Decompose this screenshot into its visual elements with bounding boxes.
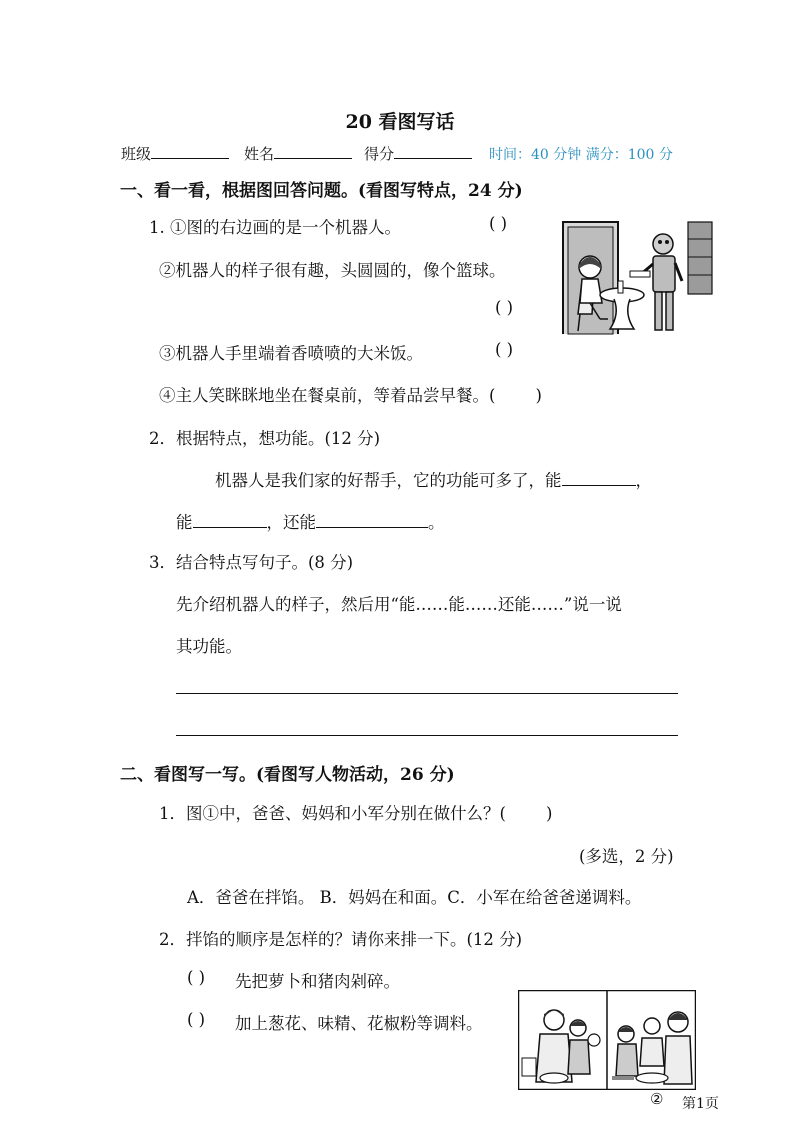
s2-q2-prompt: 2．拌馅的顺序是怎样的？请你来排一下。(12 分) — [159, 930, 523, 949]
score-field — [364, 143, 472, 164]
s2-q1-prompt: 1．图①中，爸爸、妈妈和小军分别在做什么？( — [159, 804, 506, 823]
s2-q2-item2: 加上葱花、味精、花椒粉等调料。 — [235, 1014, 483, 1033]
section1-heading: 一、看一看，根据图回答问题。(看图写特点，24 分) — [120, 181, 523, 201]
s1-q1-answer2[interactable]: ( ) — [495, 298, 514, 317]
time-and-score-info: 时间：40 分钟 满分：100 分 — [489, 147, 673, 163]
s1-q2-line2-c: 。 — [428, 513, 445, 532]
family-dumplings-illustration — [518, 990, 696, 1090]
s1-q2-blank1[interactable] — [562, 469, 636, 486]
writing-line-1[interactable] — [176, 693, 678, 694]
s1-q2-blank3[interactable] — [316, 511, 428, 528]
s2-q2-item1: 先把萝卜和猪肉剁碎。 — [235, 972, 400, 991]
writing-line-2[interactable] — [176, 735, 678, 736]
s1-q2-blank2[interactable] — [193, 511, 267, 528]
s1-q3-prompt: 3．结合特点写句子。(8 分) — [149, 553, 354, 572]
name-field — [244, 143, 352, 164]
page-number: 第1页 — [682, 1096, 719, 1112]
score-label: 得分 — [364, 145, 395, 163]
s1-q1-answer1[interactable]: ( ) — [489, 214, 508, 233]
section2-heading: 二、看图写一写。(看图写人物活动，26 分) — [120, 765, 455, 785]
s1-q3-line2: 其功能。 — [176, 637, 242, 656]
s1-q2-line2 — [176, 509, 445, 533]
s2-q2-item2-answer[interactable]: ( ) — [187, 1010, 206, 1029]
class-field — [121, 143, 229, 164]
s2-q2-item1-answer[interactable]: ( ) — [187, 968, 206, 987]
class-label: 班级 — [121, 145, 152, 163]
s1-q1-statement4 — [159, 382, 542, 406]
s1-q2-line1 — [215, 467, 652, 491]
s1-q3-line1: 先介绍机器人的样子，然后用“能……能……还能……”说一说 — [176, 595, 622, 614]
s1-q1-answer4-close: ) — [535, 386, 542, 405]
name-blank[interactable] — [274, 144, 352, 159]
s1-q1-answer3[interactable]: ( ) — [495, 340, 514, 359]
s1-q1-statement1: 1. ①图的右边画的是一个机器人。 — [149, 218, 401, 237]
s1-q2-line1-end: ， — [635, 471, 652, 490]
name-label: 姓名 — [244, 145, 275, 163]
s2-q1-note: (多选，2 分) — [579, 847, 674, 866]
s2-q1-options: A．爸爸在拌馅。 B．妈妈在和面。C．小军在给爸爸递调料。 — [187, 888, 642, 907]
s2-q1-prompt-line — [159, 800, 552, 824]
robot-breakfast-illustration — [560, 219, 714, 335]
s1-q2-line2-b: ，还能 — [266, 513, 316, 532]
s1-q1-statement2: ②机器人的样子很有趣，头圆圆的，像个篮球。 — [159, 261, 506, 280]
s1-q2-prompt: 2．根据特点，想功能。(12 分) — [149, 429, 381, 448]
score-blank[interactable] — [394, 144, 472, 159]
s1-q2-line1-text: 机器人是我们家的好帮手，它的功能可多了，能 — [215, 471, 562, 490]
page-title: 20 看图写话 — [345, 111, 455, 133]
s1-q1-statement3: ③机器人手里端着香喷喷的大米饭。 — [159, 344, 423, 363]
figure-label: ② — [650, 1090, 664, 1108]
s2-q1-paren-close: ) — [545, 804, 553, 823]
s1-q2-line2-a: 能 — [176, 513, 193, 532]
s1-q1-statement4-text: ④主人笑眯眯地坐在餐桌前，等着品尝早餐。( — [159, 386, 496, 405]
class-blank[interactable] — [151, 144, 229, 159]
